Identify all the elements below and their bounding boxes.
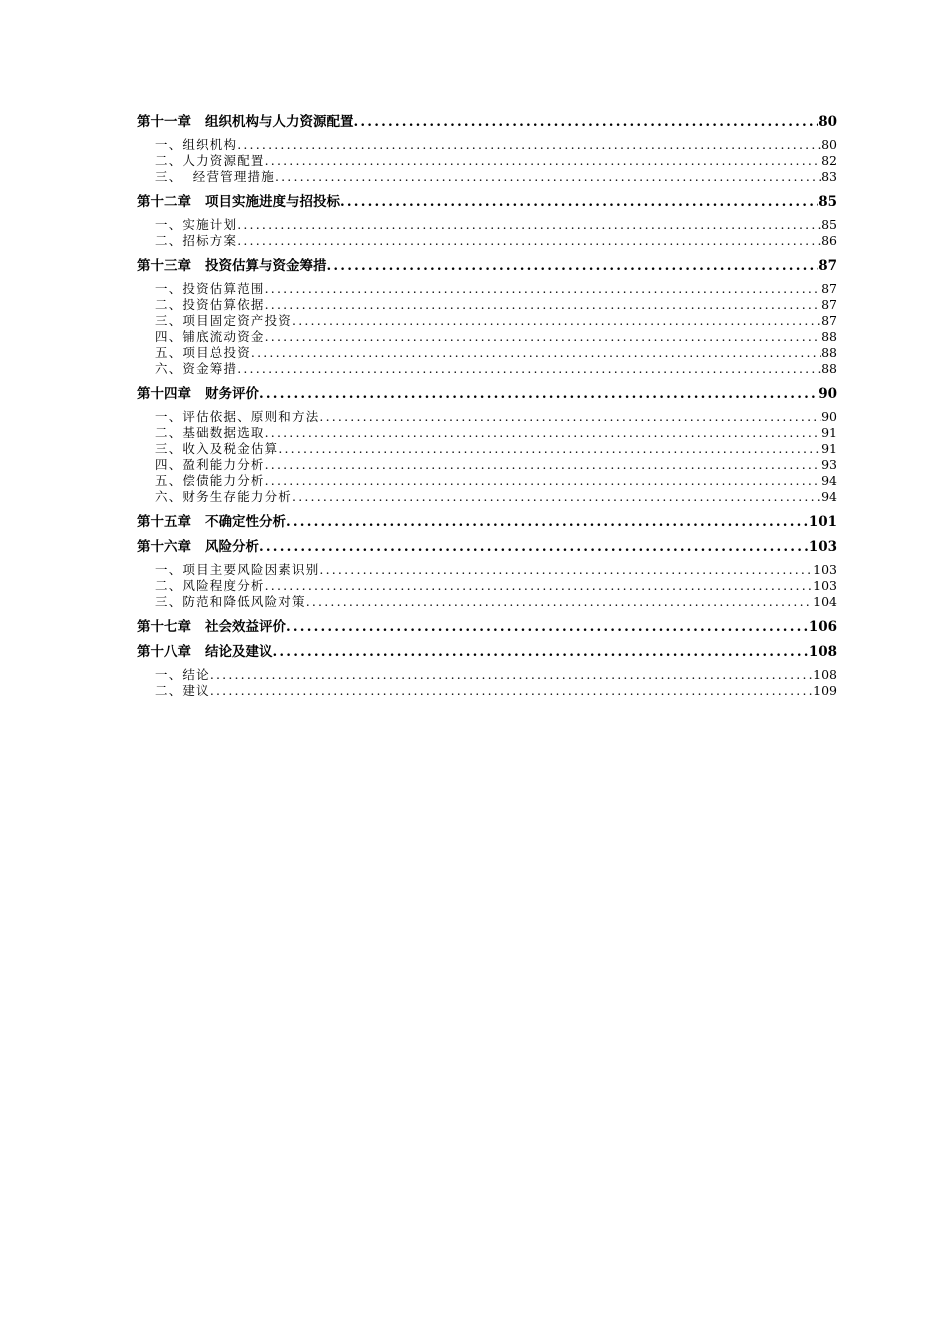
toc-section-entry[interactable] xyxy=(137,233,837,249)
toc-chapter-entry[interactable] xyxy=(137,537,837,557)
section-page-number: 104 xyxy=(813,594,837,609)
chapter-heading xyxy=(137,192,340,212)
section-title: 二、风险程度分析 xyxy=(155,578,265,593)
section-page-number: 91 xyxy=(821,441,837,456)
chapter-title: 结论及建议 xyxy=(205,644,273,660)
chapter-number: 第十四章 xyxy=(137,386,191,402)
dot-leader xyxy=(210,683,813,699)
section-title: 一、投资估算范围 xyxy=(155,281,265,296)
toc-chapter-entry[interactable] xyxy=(137,642,837,662)
dot-leader xyxy=(319,562,813,578)
toc-section-entry[interactable] xyxy=(137,361,837,377)
chapter-heading xyxy=(137,642,273,662)
dot-leader xyxy=(237,137,821,153)
dot-leader xyxy=(265,457,821,473)
dot-leader xyxy=(251,345,821,361)
dot-leader xyxy=(265,578,814,594)
chapter-page-number: 85 xyxy=(818,194,837,210)
dot-leader xyxy=(327,256,819,276)
dot-leader xyxy=(292,313,821,329)
toc-section-entry[interactable] xyxy=(137,297,837,313)
dot-leader xyxy=(237,361,821,377)
chapter-page-number: 80 xyxy=(818,114,837,130)
toc-section-entry[interactable] xyxy=(137,667,837,683)
chapter-page-number: 106 xyxy=(808,619,837,635)
toc-chapter-entry[interactable] xyxy=(137,512,837,532)
section-title: 六、财务生存能力分析 xyxy=(155,489,293,504)
section-page-number: 103 xyxy=(813,562,837,577)
section-title: 二、建议 xyxy=(155,683,210,698)
dot-leader xyxy=(237,217,821,233)
section-title: 三、 经营管理措施 xyxy=(155,169,275,184)
toc-section-entry[interactable] xyxy=(137,578,837,594)
dot-leader xyxy=(319,409,821,425)
toc-section-entry[interactable] xyxy=(137,153,837,169)
chapter-title: 不确定性分析 xyxy=(205,514,286,530)
dot-leader xyxy=(265,329,821,345)
section-title: 一、项目主要风险因素识别 xyxy=(155,562,320,577)
dot-leader xyxy=(259,537,809,557)
section-page-number: 88 xyxy=(821,329,837,344)
section-title: 一、结论 xyxy=(155,667,210,682)
dot-leader xyxy=(292,489,821,505)
section-page-number: 94 xyxy=(821,473,837,488)
chapter-number: 第十六章 xyxy=(137,539,191,555)
chapter-heading xyxy=(137,384,259,404)
section-title: 三、项目固定资产投资 xyxy=(155,313,293,328)
chapter-number: 第十七章 xyxy=(137,619,191,635)
toc-section-entry[interactable] xyxy=(137,281,837,297)
toc-chapter-entry[interactable] xyxy=(137,384,837,404)
chapter-page-number: 90 xyxy=(818,386,837,402)
section-title: 一、实施计划 xyxy=(155,217,238,232)
chapter-title: 投资估算与资金筹措 xyxy=(205,258,327,274)
section-page-number: 83 xyxy=(821,169,837,184)
toc-section-entry[interactable] xyxy=(137,562,837,578)
dot-leader xyxy=(306,594,813,610)
section-title: 二、人力资源配置 xyxy=(155,153,265,168)
dot-leader xyxy=(265,297,821,313)
section-page-number: 88 xyxy=(821,345,837,360)
chapter-number: 第十三章 xyxy=(137,258,191,274)
chapter-number: 第十八章 xyxy=(137,644,191,660)
dot-leader xyxy=(237,233,821,249)
section-title: 五、偿债能力分析 xyxy=(155,473,265,488)
chapter-heading xyxy=(137,112,354,132)
section-page-number: 103 xyxy=(813,578,837,593)
toc-chapter-entry[interactable] xyxy=(137,617,837,637)
section-page-number: 91 xyxy=(821,425,837,440)
section-page-number: 109 xyxy=(813,683,837,698)
toc-chapter-entry[interactable] xyxy=(137,112,837,132)
chapter-page-number: 87 xyxy=(818,258,837,274)
toc-chapter-entry[interactable] xyxy=(137,256,837,276)
toc-section-entry[interactable] xyxy=(137,457,837,473)
toc-section-entry[interactable] xyxy=(137,425,837,441)
table-of-contents xyxy=(137,112,837,699)
section-title: 五、项目总投资 xyxy=(155,345,251,360)
dot-leader xyxy=(265,153,821,169)
toc-section-entry[interactable] xyxy=(137,683,837,699)
section-title: 六、资金筹措 xyxy=(155,361,238,376)
section-title: 一、组织机构 xyxy=(155,137,238,152)
section-page-number: 87 xyxy=(821,313,837,328)
dot-leader xyxy=(265,281,821,297)
chapter-title: 财务评价 xyxy=(205,386,259,402)
toc-section-entry[interactable] xyxy=(137,169,837,185)
toc-section-entry[interactable] xyxy=(137,313,837,329)
dot-leader xyxy=(273,642,809,662)
section-title: 二、招标方案 xyxy=(155,233,238,248)
section-title: 一、评估依据、原则和方法 xyxy=(155,409,320,424)
toc-section-entry[interactable] xyxy=(137,329,837,345)
toc-section-entry[interactable] xyxy=(137,137,837,153)
section-title: 四、铺底流动资金 xyxy=(155,329,265,344)
dot-leader xyxy=(286,617,809,637)
chapter-heading xyxy=(137,256,327,276)
chapter-number: 第十一章 xyxy=(137,114,191,130)
dot-leader xyxy=(275,169,821,185)
chapter-title: 组织机构与人力资源配置 xyxy=(205,114,354,130)
chapter-page-number: 101 xyxy=(808,514,837,530)
section-title: 二、投资估算依据 xyxy=(155,297,265,312)
toc-section-entry[interactable] xyxy=(137,409,837,425)
section-page-number: 94 xyxy=(821,489,837,504)
section-title: 三、收入及税金估算 xyxy=(155,441,279,456)
chapter-title: 项目实施进度与招投标 xyxy=(205,194,340,210)
dot-leader xyxy=(265,473,821,489)
toc-section-entry[interactable] xyxy=(137,489,837,505)
section-page-number: 93 xyxy=(821,457,837,472)
chapter-heading xyxy=(137,617,286,637)
section-page-number: 90 xyxy=(821,409,837,424)
section-page-number: 82 xyxy=(821,153,837,168)
chapter-page-number: 103 xyxy=(808,539,837,555)
section-page-number: 88 xyxy=(821,361,837,376)
chapter-number: 第十五章 xyxy=(137,514,191,530)
chapter-heading xyxy=(137,537,259,557)
section-page-number: 80 xyxy=(821,137,837,152)
chapter-heading xyxy=(137,512,286,532)
dot-leader xyxy=(286,512,809,532)
toc-section-entry[interactable] xyxy=(137,594,837,610)
section-page-number: 85 xyxy=(821,217,837,232)
section-page-number: 108 xyxy=(813,667,837,682)
dot-leader xyxy=(340,192,818,212)
section-page-number: 87 xyxy=(821,281,837,296)
dot-leader xyxy=(278,441,821,457)
toc-section-entry[interactable] xyxy=(137,345,837,361)
chapter-title: 社会效益评价 xyxy=(205,619,286,635)
dot-leader xyxy=(259,384,818,404)
section-title: 二、基础数据选取 xyxy=(155,425,265,440)
chapter-title: 风险分析 xyxy=(205,539,259,555)
toc-chapter-entry[interactable] xyxy=(137,192,837,212)
toc-section-entry[interactable] xyxy=(137,473,837,489)
dot-leader xyxy=(265,425,821,441)
chapter-number: 第十二章 xyxy=(137,194,191,210)
toc-section-entry[interactable] xyxy=(137,217,837,233)
section-page-number: 86 xyxy=(821,233,837,248)
toc-section-entry[interactable] xyxy=(137,441,837,457)
dot-leader xyxy=(354,112,819,132)
section-title: 三、防范和降低风险对策 xyxy=(155,594,306,609)
chapter-page-number: 108 xyxy=(808,644,837,660)
section-page-number: 87 xyxy=(821,297,837,312)
section-title: 四、盈利能力分析 xyxy=(155,457,265,472)
dot-leader xyxy=(210,667,813,683)
